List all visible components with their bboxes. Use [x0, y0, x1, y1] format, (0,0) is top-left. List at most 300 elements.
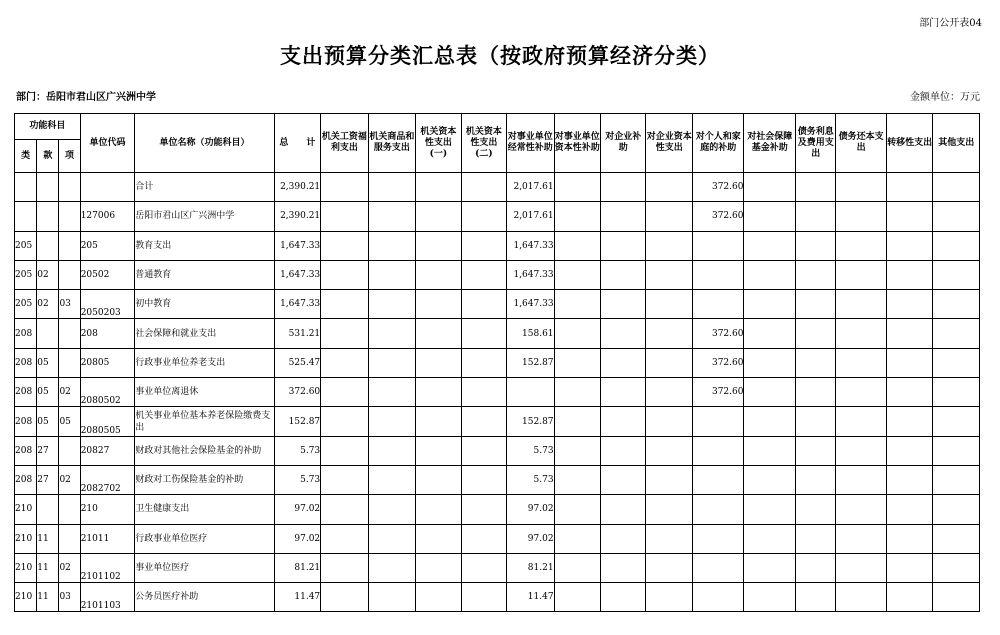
cell-unit-code: 2101103	[80, 583, 135, 612]
cell-c4	[461, 524, 506, 553]
cell-c12	[836, 319, 887, 348]
cell-xiang: 03	[59, 290, 80, 319]
cell-xiang	[59, 436, 80, 465]
cell-c5: 1,647.33	[507, 290, 554, 319]
cell-c3	[416, 378, 461, 407]
cell-c11	[796, 319, 836, 348]
cell-c3	[416, 348, 461, 377]
cell-c4	[461, 378, 506, 407]
cell-unit-name: 行政事业单位养老支出	[135, 348, 274, 377]
header-c3: 机关资本性支出(一)	[416, 114, 461, 173]
header-c12: 债务还本支出	[836, 114, 887, 173]
cell-c10	[744, 202, 796, 231]
cell-c4	[461, 348, 506, 377]
cell-unit-name: 公务员医疗补助	[135, 583, 274, 612]
cell-c1	[321, 378, 368, 407]
cell-c3	[416, 583, 461, 612]
cell-c14	[933, 173, 980, 202]
header-c5: 对事业单位经常性补助	[507, 114, 554, 173]
cell-c2	[368, 202, 415, 231]
cell-c6	[554, 378, 600, 407]
cell-c4	[461, 407, 506, 436]
table-row	[15, 231, 980, 260]
cell-c1	[321, 319, 368, 348]
cell-unit-code: 2080505	[80, 407, 135, 436]
cell-unit-name: 岳阳市君山区广兴洲中学	[135, 202, 274, 231]
cell-c11	[796, 290, 836, 319]
cell-c11	[796, 348, 836, 377]
cell-c2	[368, 436, 415, 465]
cell-c13	[886, 407, 932, 436]
cell-c12	[836, 202, 887, 231]
cell-c8	[646, 553, 692, 582]
cell-c4	[461, 495, 506, 524]
cell-c2	[368, 173, 415, 202]
cell-c10	[744, 524, 796, 553]
cell-unit-name: 卫生健康支出	[135, 495, 274, 524]
cell-c2	[368, 583, 415, 612]
cell-c13	[886, 583, 932, 612]
cell-unit-code: 2050203	[80, 290, 135, 319]
cell-c11	[796, 583, 836, 612]
header-unit-code: 单位代码	[80, 114, 135, 173]
cell-c10	[744, 465, 796, 494]
cell-c1	[321, 524, 368, 553]
cell-c14	[933, 495, 980, 524]
cell-total: 1,647.33	[274, 231, 320, 260]
header-c4: 机关资本性支出(二)	[461, 114, 506, 173]
cell-unit-code: 2080502	[80, 378, 135, 407]
cell-c6	[554, 348, 600, 377]
cell-c11	[796, 231, 836, 260]
cell-unit-code: 2082702	[80, 465, 135, 494]
cell-total: 2,390.21	[274, 202, 320, 231]
cell-total: 1,647.33	[274, 290, 320, 319]
cell-c4	[461, 173, 506, 202]
cell-c12	[836, 231, 887, 260]
cell-kuan: 11	[37, 583, 59, 612]
cell-total: 5.73	[274, 436, 320, 465]
cell-total: 152.87	[274, 407, 320, 436]
cell-c4	[461, 319, 506, 348]
cell-c6	[554, 495, 600, 524]
cell-c2	[368, 465, 415, 494]
cell-c1	[321, 436, 368, 465]
cell-c7	[601, 231, 646, 260]
table-row	[15, 495, 980, 524]
cell-kuan: 05	[37, 407, 59, 436]
cell-c14	[933, 583, 980, 612]
cell-c6	[554, 290, 600, 319]
cell-c5: 97.02	[507, 524, 554, 553]
cell-c12	[836, 583, 887, 612]
cell-c7	[601, 173, 646, 202]
cell-c12	[836, 260, 887, 289]
cell-c1	[321, 583, 368, 612]
cell-xiang	[59, 173, 80, 202]
table-row	[15, 465, 980, 494]
cell-c8	[646, 436, 692, 465]
cell-c14	[933, 319, 980, 348]
cell-c14	[933, 524, 980, 553]
cell-c12	[836, 378, 887, 407]
cell-c9: 372.60	[692, 173, 744, 202]
amount-unit-label: 金额单位：万元	[910, 92, 980, 103]
page-title: 支出预算分类汇总表（按政府预算经济分类）	[280, 43, 720, 68]
header-total: 总 计	[274, 114, 320, 173]
cell-c14	[933, 553, 980, 582]
cell-c6	[554, 524, 600, 553]
cell-c9	[692, 465, 744, 494]
cell-c3	[416, 495, 461, 524]
cell-c7	[601, 290, 646, 319]
cell-xiang	[59, 348, 80, 377]
cell-unit-name: 初中教育	[135, 290, 274, 319]
header-c2: 机关商品和服务支出	[368, 114, 415, 173]
cell-total: 5.73	[274, 465, 320, 494]
cell-c12	[836, 290, 887, 319]
cell-c5: 1,647.33	[507, 231, 554, 260]
cell-c5: 81.21	[507, 553, 554, 582]
cell-c13	[886, 495, 932, 524]
department-label: 部门：岳阳市君山区广兴洲中学	[16, 92, 156, 103]
cell-lei: 208	[15, 407, 37, 436]
cell-kuan	[37, 202, 59, 231]
cell-c9	[692, 407, 744, 436]
cell-c12	[836, 436, 887, 465]
cell-c2	[368, 524, 415, 553]
cell-c3	[416, 173, 461, 202]
cell-c7	[601, 348, 646, 377]
cell-lei: 205	[15, 290, 37, 319]
cell-c2	[368, 260, 415, 289]
cell-c4	[461, 553, 506, 582]
cell-c10	[744, 495, 796, 524]
cell-total: 97.02	[274, 524, 320, 553]
cell-c5: 158.61	[507, 319, 554, 348]
cell-c13	[886, 319, 932, 348]
cell-c3	[416, 553, 461, 582]
cell-c8	[646, 202, 692, 231]
header-c14: 其他支出	[933, 114, 980, 173]
cell-c6	[554, 173, 600, 202]
cell-lei: 210	[15, 583, 37, 612]
header-unit-name: 单位名称（功能科目）	[135, 114, 274, 173]
cell-c13	[886, 465, 932, 494]
cell-c11	[796, 378, 836, 407]
cell-c11	[796, 407, 836, 436]
cell-c3	[416, 202, 461, 231]
cell-lei	[15, 202, 37, 231]
cell-c13	[886, 553, 932, 582]
cell-c1	[321, 260, 368, 289]
header-c8: 对企业资本性支出	[646, 114, 692, 173]
cell-c13	[886, 378, 932, 407]
cell-kuan: 27	[37, 436, 59, 465]
cell-unit-code: 210	[80, 495, 135, 524]
cell-lei: 208	[15, 348, 37, 377]
cell-c11	[796, 465, 836, 494]
cell-c14	[933, 202, 980, 231]
header-c13: 转移性支出	[886, 114, 932, 173]
table-row	[15, 319, 980, 348]
cell-c11	[796, 260, 836, 289]
cell-c14	[933, 290, 980, 319]
cell-c11	[796, 524, 836, 553]
cell-c14	[933, 465, 980, 494]
cell-xiang: 02	[59, 465, 80, 494]
cell-c12	[836, 553, 887, 582]
cell-c9: 372.60	[692, 319, 744, 348]
cell-c8	[646, 319, 692, 348]
cell-lei	[15, 173, 37, 202]
cell-kuan	[37, 319, 59, 348]
cell-c2	[368, 348, 415, 377]
cell-xiang	[59, 524, 80, 553]
cell-c10	[744, 378, 796, 407]
cell-c6	[554, 553, 600, 582]
cell-lei: 210	[15, 553, 37, 582]
cell-c6	[554, 583, 600, 612]
cell-unit-name: 事业单位医疗	[135, 553, 274, 582]
cell-c10	[744, 319, 796, 348]
cell-kuan: 02	[37, 290, 59, 319]
cell-c5: 2,017.61	[507, 202, 554, 231]
cell-c7	[601, 436, 646, 465]
cell-c9	[692, 260, 744, 289]
header-kuan: 款	[37, 140, 59, 173]
cell-c10	[744, 407, 796, 436]
cell-c11	[796, 202, 836, 231]
cell-c11	[796, 173, 836, 202]
cell-unit-code: 20827	[80, 436, 135, 465]
cell-c8	[646, 348, 692, 377]
cell-c7	[601, 583, 646, 612]
cell-c8	[646, 260, 692, 289]
cell-unit-code: 205	[80, 231, 135, 260]
cell-c6	[554, 202, 600, 231]
cell-c8	[646, 173, 692, 202]
cell-unit-name: 财政对其他社会保险基金的补助	[135, 436, 274, 465]
budget-table	[14, 113, 980, 612]
cell-c1	[321, 348, 368, 377]
cell-c3	[416, 407, 461, 436]
cell-c7	[601, 495, 646, 524]
cell-xiang: 02	[59, 553, 80, 582]
cell-c13	[886, 348, 932, 377]
cell-total: 2,390.21	[274, 173, 320, 202]
table-row	[15, 260, 980, 289]
cell-c4	[461, 436, 506, 465]
cell-kuan: 11	[37, 553, 59, 582]
cell-c14	[933, 378, 980, 407]
cell-c13	[886, 524, 932, 553]
cell-xiang: 02	[59, 378, 80, 407]
cell-c4	[461, 465, 506, 494]
cell-total: 525.47	[274, 348, 320, 377]
table-body	[15, 173, 980, 612]
cell-c1	[321, 407, 368, 436]
cell-c12	[836, 173, 887, 202]
table-row	[15, 524, 980, 553]
cell-c5: 152.87	[507, 348, 554, 377]
cell-c2	[368, 553, 415, 582]
cell-c12	[836, 348, 887, 377]
cell-xiang	[59, 231, 80, 260]
cell-unit-name: 教育支出	[135, 231, 274, 260]
cell-c1	[321, 495, 368, 524]
cell-c4	[461, 202, 506, 231]
table-row	[15, 378, 980, 407]
cell-unit-name: 合计	[135, 173, 274, 202]
cell-c10	[744, 290, 796, 319]
cell-c13	[886, 173, 932, 202]
cell-c2	[368, 319, 415, 348]
header-c11: 债务利息及费用支出	[796, 114, 836, 173]
cell-c10	[744, 173, 796, 202]
cell-kuan: 11	[37, 524, 59, 553]
header-c6: 对事业单位资本性补助	[554, 114, 600, 173]
cell-c9	[692, 524, 744, 553]
cell-lei: 205	[15, 231, 37, 260]
cell-c8	[646, 495, 692, 524]
cell-c1	[321, 202, 368, 231]
cell-c7	[601, 407, 646, 436]
cell-unit-name: 机关事业单位基本养老保险缴费支出	[135, 407, 274, 436]
cell-c8	[646, 583, 692, 612]
cell-c12	[836, 465, 887, 494]
cell-unit-name: 财政对工伤保险基金的补助	[135, 465, 274, 494]
cell-c7	[601, 319, 646, 348]
cell-c7	[601, 202, 646, 231]
cell-c3	[416, 465, 461, 494]
cell-lei: 208	[15, 319, 37, 348]
cell-c8	[646, 290, 692, 319]
cell-c12	[836, 524, 887, 553]
cell-c1	[321, 290, 368, 319]
cell-c7	[601, 378, 646, 407]
cell-c5: 152.87	[507, 407, 554, 436]
cell-lei: 210	[15, 495, 37, 524]
cell-c3	[416, 436, 461, 465]
cell-total: 97.02	[274, 495, 320, 524]
cell-c6	[554, 319, 600, 348]
cell-unit-code	[80, 173, 135, 202]
cell-lei: 208	[15, 378, 37, 407]
cell-c5: 5.73	[507, 436, 554, 465]
cell-c9	[692, 583, 744, 612]
cell-c9	[692, 231, 744, 260]
cell-lei: 210	[15, 524, 37, 553]
cell-xiang	[59, 202, 80, 231]
cell-kuan: 27	[37, 465, 59, 494]
cell-c4	[461, 260, 506, 289]
cell-c2	[368, 378, 415, 407]
cell-c1	[321, 173, 368, 202]
cell-c2	[368, 290, 415, 319]
cell-c5	[507, 378, 554, 407]
cell-c8	[646, 231, 692, 260]
cell-c3	[416, 260, 461, 289]
cell-c10	[744, 231, 796, 260]
cell-c12	[836, 495, 887, 524]
cell-c10	[744, 260, 796, 289]
header-c7: 对企业补助	[601, 114, 646, 173]
cell-lei: 208	[15, 465, 37, 494]
cell-unit-name: 事业单位离退休	[135, 378, 274, 407]
table-row	[15, 553, 980, 582]
table-row	[15, 173, 980, 202]
cell-lei: 208	[15, 436, 37, 465]
cell-c3	[416, 524, 461, 553]
cell-kuan	[37, 231, 59, 260]
cell-c2	[368, 407, 415, 436]
cell-c13	[886, 290, 932, 319]
cell-c3	[416, 290, 461, 319]
cell-c10	[744, 553, 796, 582]
cell-total: 1,647.33	[274, 260, 320, 289]
cell-c10	[744, 348, 796, 377]
cell-lei: 205	[15, 260, 37, 289]
cell-unit-name: 社会保障和就业支出	[135, 319, 274, 348]
cell-c6	[554, 231, 600, 260]
cell-kuan	[37, 495, 59, 524]
cell-total: 81.21	[274, 553, 320, 582]
cell-c8	[646, 407, 692, 436]
cell-c7	[601, 465, 646, 494]
cell-c11	[796, 495, 836, 524]
cell-c14	[933, 231, 980, 260]
cell-c5: 11.47	[507, 583, 554, 612]
cell-c8	[646, 524, 692, 553]
cell-c9	[692, 495, 744, 524]
cell-c9	[692, 290, 744, 319]
cell-c5: 1,647.33	[507, 260, 554, 289]
cell-c13	[886, 260, 932, 289]
cell-c4	[461, 290, 506, 319]
table-row	[15, 202, 980, 231]
table-row	[15, 436, 980, 465]
table-row	[15, 407, 980, 436]
cell-c9	[692, 553, 744, 582]
cell-unit-code: 20805	[80, 348, 135, 377]
cell-c6	[554, 260, 600, 289]
header-c1: 机关工资福利支出	[321, 114, 368, 173]
cell-c13	[886, 231, 932, 260]
cell-unit-name: 行政事业单位医疗	[135, 524, 274, 553]
cell-c4	[461, 231, 506, 260]
cell-c8	[646, 378, 692, 407]
header-func-subject: 功能科目	[15, 114, 81, 140]
cell-c14	[933, 407, 980, 436]
cell-c8	[646, 465, 692, 494]
form-number: 部门公开表04	[919, 18, 982, 29]
cell-kuan	[37, 173, 59, 202]
header-xiang: 项	[59, 140, 80, 173]
cell-c3	[416, 231, 461, 260]
cell-c13	[886, 202, 932, 231]
cell-c6	[554, 465, 600, 494]
cell-c6	[554, 407, 600, 436]
cell-c4	[461, 583, 506, 612]
cell-xiang	[59, 495, 80, 524]
cell-c1	[321, 553, 368, 582]
cell-kuan: 05	[37, 378, 59, 407]
cell-c14	[933, 348, 980, 377]
header-c10: 对社会保障基金补助	[744, 114, 796, 173]
cell-c10	[744, 436, 796, 465]
cell-unit-code: 21011	[80, 524, 135, 553]
